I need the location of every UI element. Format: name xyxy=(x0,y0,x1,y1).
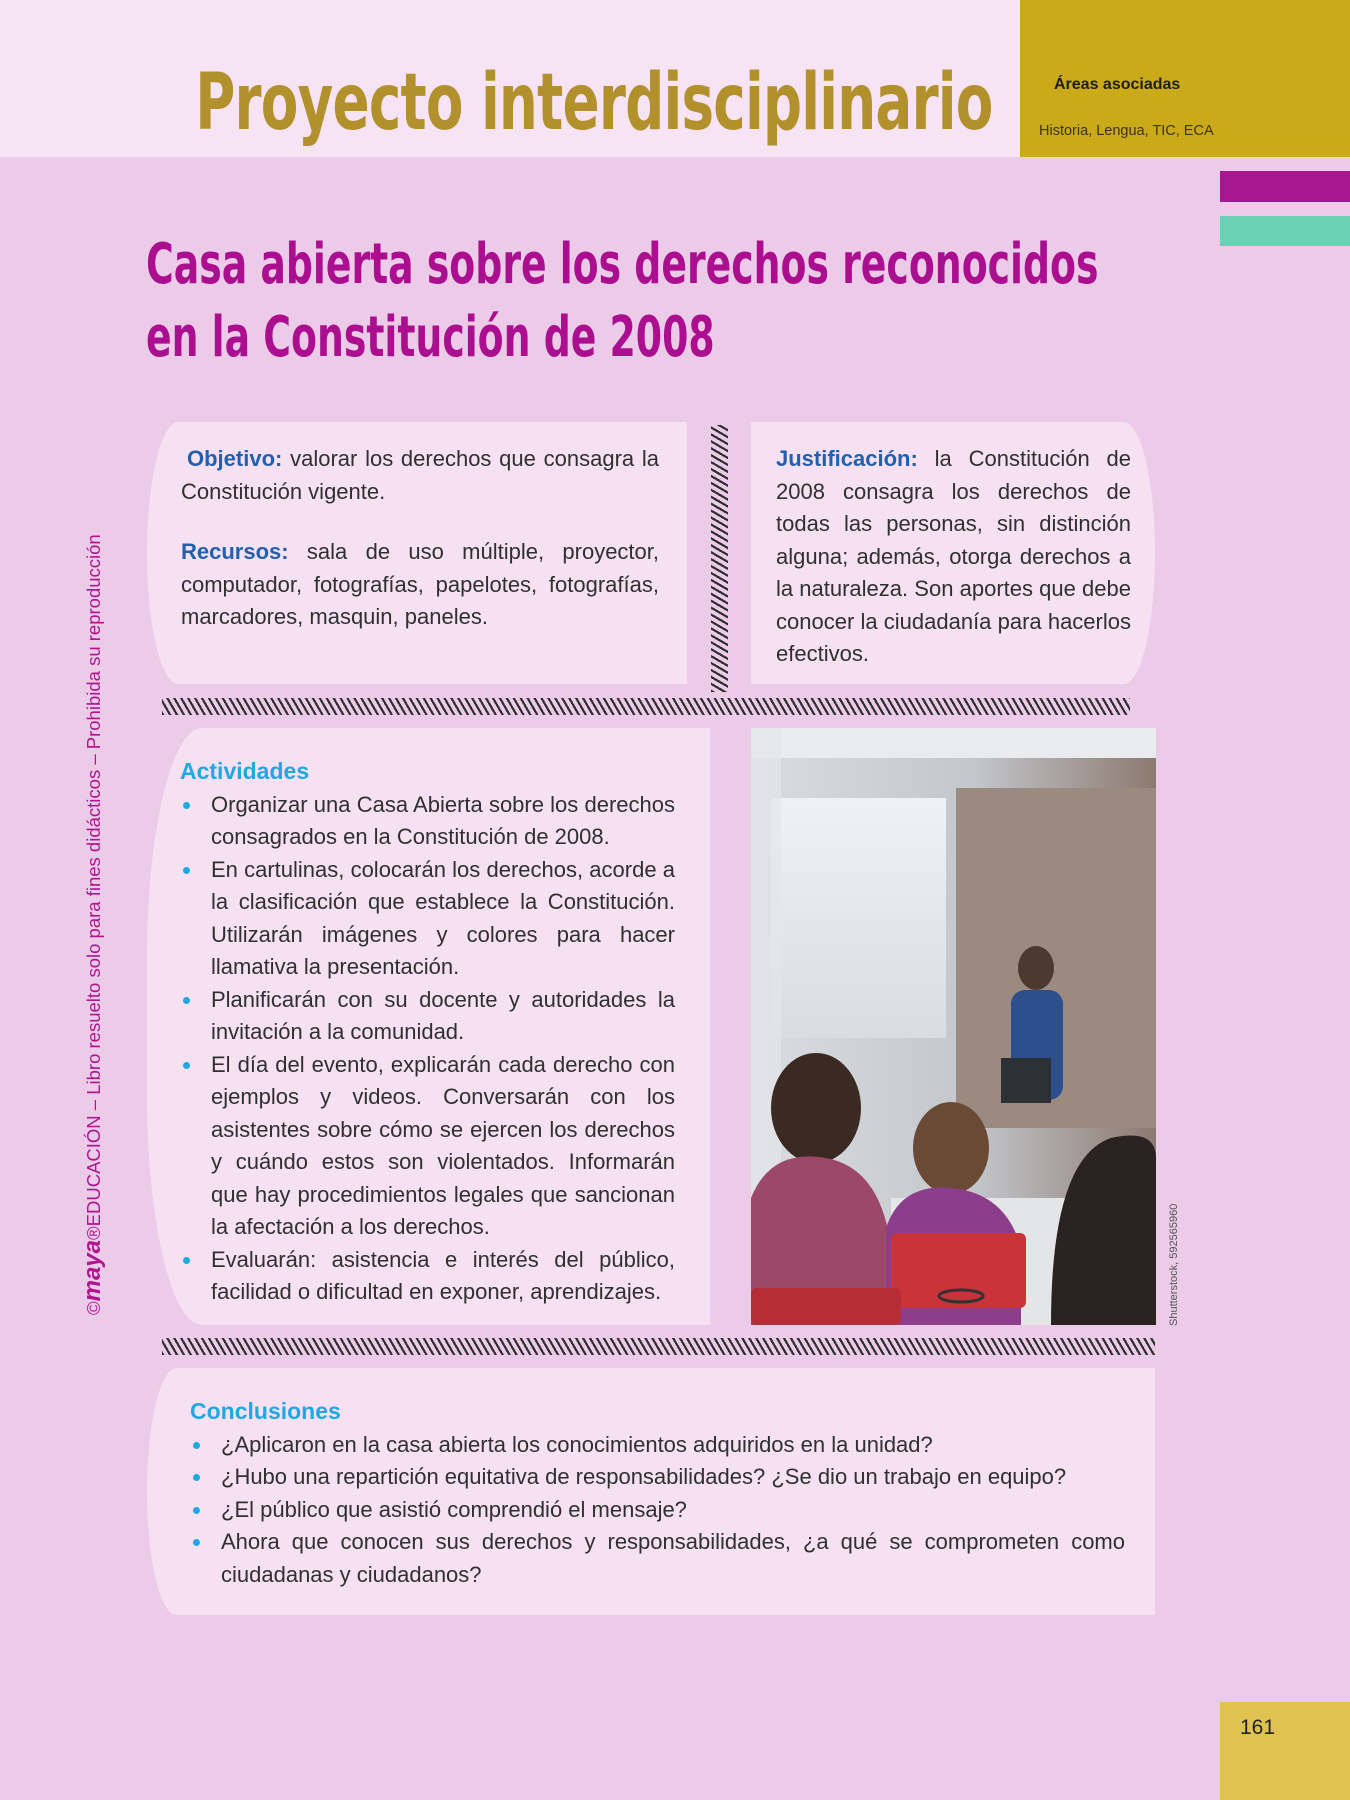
list-item: En cartulinas, colocarán los derechos, acorde a la clasificación que establece la Constitución. Utilizarán imágenes y colores para hacer llamativa la presentación. xyxy=(180,854,675,984)
list-item: Evaluarán: asistencia e interés del público, facilidad o dificultad en exponer, aprendizajes. xyxy=(180,1244,675,1309)
list-item: El día del evento, explicarán cada derecho con ejemplos y videos. Conversarán con los asistentes sobre cómo se ejercen los derechos y cuándo estos son violentados. Informarán que hay procedimientos legales que sancionan la afectación a los derechos. xyxy=(180,1049,675,1244)
recursos-paragraph xyxy=(181,536,659,634)
divider-hatch-bottom xyxy=(162,1338,1155,1355)
actividades-title: Actividades xyxy=(180,758,310,784)
list-item: Ahora que conocen sus derechos y responsabilidades, ¿a qué se comprometen como ciudadanas y ciudadanos? xyxy=(190,1526,1125,1591)
photo-credit: Shutterstock, 592565960 xyxy=(1168,1203,1180,1326)
side-credit xyxy=(79,480,107,1315)
objetivo-recursos-box xyxy=(147,422,687,684)
areas-title: Áreas asociadas xyxy=(1054,76,1181,93)
recursos-text: sala de uso múltiple, proyector, computador, fotografías, papelotes, fotografías, marcadores, masquin, paneles. xyxy=(181,539,659,629)
project-title xyxy=(146,228,1099,374)
objetivo-paragraph xyxy=(181,443,659,508)
list-item: ¿El público que asistió comprendió el mensaje? xyxy=(190,1494,1125,1527)
divider-hatch-top xyxy=(162,698,1130,715)
justificacion-label: Justificación: xyxy=(776,446,918,471)
conclusiones-box xyxy=(147,1368,1155,1615)
list-item: Planificarán con su docente y autoridades la invitación a la comunidad. xyxy=(180,984,675,1049)
justificacion-text: la Constitución de 2008 consagra los derechos de todas las personas, sin distinción alguna; además, otorga derechos a la naturaleza. Son aportes que debe conocer la ciudadanía para hacerlos efectivos. xyxy=(776,446,1131,666)
copyright-symbol: © xyxy=(83,1301,104,1315)
justificacion-paragraph xyxy=(776,443,1131,671)
areas-list: Historia, Lengua, TIC, ECA xyxy=(1039,123,1214,139)
actividades-box xyxy=(147,728,710,1325)
credit-text: ®EDUCACIÓN – Libro resuelto solo para fines didácticos – Prohibida su reproducción xyxy=(83,534,104,1240)
project-title-line1: Casa abierta sobre los derechos reconocidos xyxy=(146,232,1099,297)
decor-tab-teal xyxy=(1220,216,1350,246)
objetivo-text: valorar los derechos que consagra la Constitución vigente. xyxy=(181,446,659,504)
page-number: 161 xyxy=(1240,1716,1276,1739)
conclusiones-title: Conclusiones xyxy=(190,1398,341,1424)
classroom-photo xyxy=(751,728,1156,1325)
list-item: ¿Aplicaron en la casa abierta los conocimientos adquiridos en la unidad? xyxy=(190,1429,1125,1462)
project-title-line2: en la Constitución de 2008 xyxy=(146,305,715,370)
brand-logo: maya xyxy=(79,1239,106,1302)
divider-hatch-vertical xyxy=(711,425,728,692)
page-number-box xyxy=(1220,1702,1350,1800)
objetivo-label: Objetivo: xyxy=(187,446,283,471)
classroom-photo-illustration xyxy=(751,728,1156,1325)
page-title: Proyecto interdisciplinario xyxy=(195,58,993,148)
justificacion-box xyxy=(751,422,1155,684)
areas-box xyxy=(1020,0,1350,157)
recursos-label: Recursos: xyxy=(181,539,289,564)
list-item: Organizar una Casa Abierta sobre los derechos consagrados en la Constitución de 2008. xyxy=(180,789,675,854)
decor-tab-magenta xyxy=(1220,171,1350,202)
list-item: ¿Hubo una repartición equitativa de responsabilidades? ¿Se dio un trabajo en equipo? xyxy=(190,1461,1125,1494)
actividades-list xyxy=(180,789,675,1309)
conclusiones-list xyxy=(190,1429,1125,1592)
